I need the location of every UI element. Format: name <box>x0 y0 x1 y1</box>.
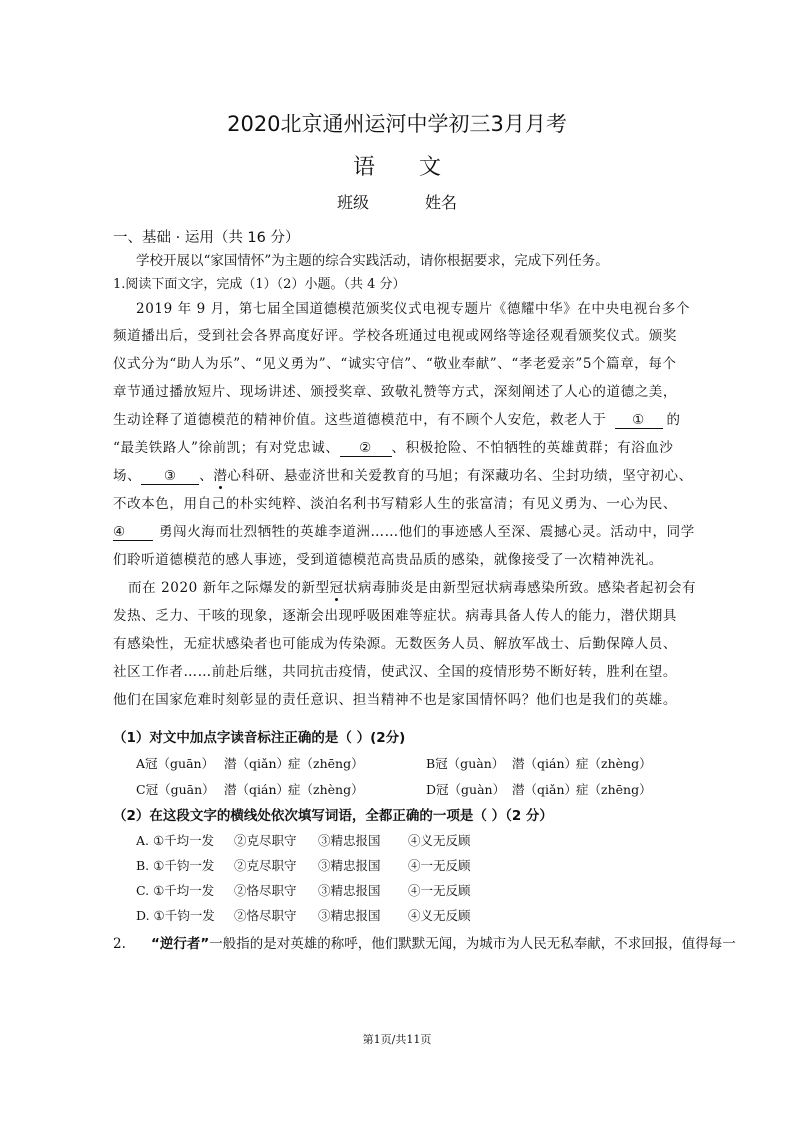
section-intro: 学校开展以“家国情怀”为主题的综合实践活动，请你根据要求，完成下列任务。 <box>136 253 609 269</box>
passage2-line-3: 有感染性，无症状感染者也可能成为传染源。无数医务人员、解放军战士、后勤保障人员、 <box>113 636 677 652</box>
blank-2: ② <box>340 441 392 457</box>
passage-line-8: 不改本色，用自己的朴实纯粹、淡泊名利书写精彩人生的张富清；有见义勇为、一心为民、 <box>113 496 677 512</box>
class-label: 班级 <box>336 193 369 212</box>
name-label: 姓名 <box>425 193 458 212</box>
subq1-options-row-2 <box>136 780 652 798</box>
option-a-3: 症（zhēng） <box>288 756 364 771</box>
option-d-3: 症（zhēng） <box>576 782 652 797</box>
subquestion-2-stem: （2）在这段文字的横线处依次填写词语，全都正确的一项是（ ）（2 分） <box>113 808 553 824</box>
section-heading: 一、基础 · 运用（共 16 分） <box>113 230 300 246</box>
subject-char-2: 文 <box>419 155 442 180</box>
page-footer: 第1页/共11页 <box>362 1033 432 1046</box>
option-d-2: 潜（qiǎn） <box>512 782 578 797</box>
dotted-char-qian: 潜 <box>213 468 228 484</box>
class-name-line <box>0 190 794 213</box>
subq2-option-a: A. ①千均一发 ②克尽职守 ③精忠报国 ④义无反顾 <box>136 833 471 848</box>
blank-3: ③ <box>141 469 199 485</box>
subject-heading <box>0 150 794 181</box>
subq2-option-d: D. ①千钧一发 ②恪尽职守 ③精忠报国 ④义无反顾 <box>136 908 471 923</box>
question-2-stem: 2. “逆行者”一般指的是对英雄的称呼，他们默默无闻，为城市为人民无私奉献，不求回报，值得每一 <box>113 936 736 952</box>
option-a-2: 潜（qiǎn） <box>224 756 290 771</box>
option-b-3: 症（zhèng） <box>576 756 652 771</box>
option-d-1: D冠（guàn） <box>426 782 506 797</box>
option-c-1: C冠（guān） <box>136 782 215 797</box>
blank-1: ① <box>615 413 663 429</box>
subq2-option-c: C. ①千均一发 ②恪尽职守 ③精忠报国 ④一无反顾 <box>136 883 471 898</box>
passage-line-1: 2019 年 9 月，第七届全国道德模范颁奖仪式电视专题片《德耀中华》在中央电视台多个 <box>136 301 691 317</box>
option-b-1: B冠（guàn） <box>426 756 505 771</box>
exam-title: 2020北京通州运河中学初三3月月考 <box>227 112 567 136</box>
question-1-stem: 1.阅读下面文字，完成（1）（2）小题。（共 4 分） <box>113 277 406 292</box>
subq2-option-b: B. ①千钧一发 ②克尽职守 ③精忠报国 ④一无反顾 <box>136 858 471 873</box>
passage-line-10: 们聆听道德模范的感人事迹，受到道德模范高贵品质的感染，就像接受了一次精神洗礼。 <box>113 552 663 568</box>
blank-4: ④ <box>113 525 153 541</box>
subq1-options-row-1 <box>136 754 652 772</box>
dotted-char-guan: 冠 <box>329 580 344 596</box>
passage2-line-4: 社区工作者……前赴后继，共同抗击疫情，使武汉、全国的疫情形势不断好转，胜利在望。 <box>113 664 677 680</box>
passage-line-9: ④ 勇闯火海而壮烈牺牲的英雄李道洲……他们的事迹感人至深、震撼心灵。活动中，同学 <box>113 524 695 540</box>
passage2-line-1: 而在 2020 新年之际爆发的新型冠状病毒肺炎是由新型冠状病毒感染所致。感染者起初会有 <box>128 580 697 596</box>
passage-line-6: “最美铁路人”徐前凯；有对党忠诚、 ② 、积极抢险、不怕牺牲的英雄黄群；有浴血沙 <box>113 440 674 456</box>
option-c-3: 症（zhèng） <box>288 782 364 797</box>
option-b-2: 潜（qián） <box>512 756 578 771</box>
passage-line-2: 频道播出后，受到社会各界高度好评。学校各班通过电视或网络等途径观看颁奖仪式。颁奖 <box>113 328 677 344</box>
passage2-line-5: 他们在国家危难时刻彰显的责任意识、担当精神不也是家国情怀吗？他们也是我们的英雄。 <box>113 692 677 708</box>
passage-line-4: 章节通过播放短片、现场讲述、颁授奖章、致敬礼赞等方式，深刻阐述了人心的道德之美， <box>113 384 677 400</box>
passage-line-3: 仪式分为“助人为乐”、“见义勇为”、“诚实守信”、“敬业奉献”、“孝老爱亲”5个篇章，每个 <box>113 356 677 372</box>
subquestion-1-stem: （1）对文中加点字读音标注正确的是（ ）(2分) <box>113 730 406 746</box>
subject-char-1: 语 <box>352 155 375 180</box>
option-c-2: 潜（qián） <box>224 782 290 797</box>
passage2-line-2: 发热、乏力、干咳的现象，逐渐会出现呼吸困难等症状。病毒具备人传人的能力，潜伏期具 <box>113 608 677 624</box>
passage-line-7: 场、 ③ 、潜心科研、悬壶济世和关爱教育的马旭；有深藏功名、尘封功绩，坚守初心、 <box>113 468 693 484</box>
passage-line-5: 生动诠释了道德模范的精神价值。这些道德模范中，有不顾个人安危，救老人于 ① 的 <box>113 412 681 428</box>
option-a-1: A冠（guān） <box>136 756 215 771</box>
